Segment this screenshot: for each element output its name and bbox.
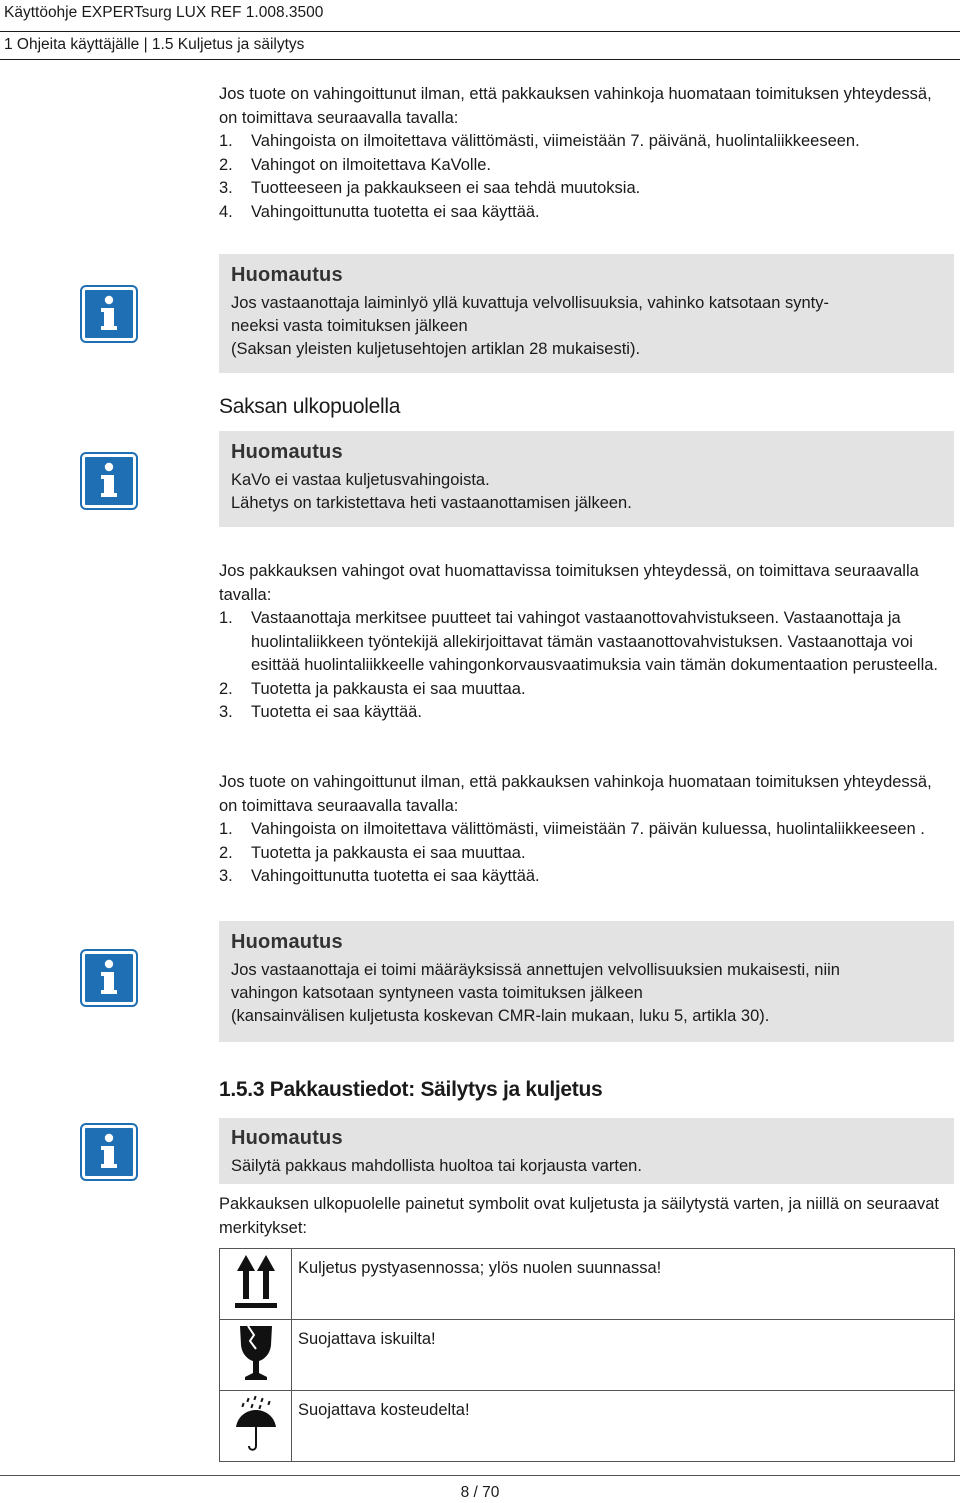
paragraph: Jos tuote on vahingoittunut ilman, että pakkauksen vahinkoja huomataan toimituksen yhteydessä, on toimittava seuraavalla tavalla: [219, 85, 932, 127]
symbol-description: Kuljetus pystyasennossa; ylös nuolen suunnassa! [292, 1249, 955, 1320]
note-box [219, 431, 954, 527]
note-title: Huomautus [231, 931, 343, 953]
list-item: 3. Vahingoittunutta tuotetta ei saa käyttää. [219, 867, 540, 885]
section-heading: 1.5.3 Pakkaustiedot: Säilytys ja kuljetus [219, 1078, 603, 1101]
breadcrumb: 1 Ohjeita käyttäjälle | 1.5 Kuljetus ja säilytys [4, 36, 305, 53]
note-body: Jos vastaanottaja laiminlyö yllä kuvattuja velvollisuuksia, vahinko katsotaan synty- neeksi vasta toimituksen jälkeen (Saksan yleisten kuljetusehtojen artiklan 28 mukaisesti). [231, 294, 829, 358]
symbols-table [219, 1248, 955, 1462]
list-item: 2. Tuotetta ja pakkausta ei saa muuttaa. [219, 679, 526, 698]
list-item: 2. Tuotetta ja pakkausta ei saa muuttaa. [219, 843, 526, 862]
info-icon [82, 287, 136, 341]
fragile-glass-icon [234, 1323, 278, 1383]
damage-procedure-2 [219, 560, 949, 725]
symbol-description: Suojattava kosteudelta! [292, 1391, 955, 1462]
note-body: Säilytä pakkaus mahdollista huoltoa tai korjausta varten. [231, 1157, 642, 1175]
list-item: 4. Vahingoittunutta tuotetta ei saa käyttää. [219, 202, 540, 221]
damage-procedure-3 [219, 771, 949, 889]
subheading: Saksan ulkopuolella [219, 395, 401, 418]
symbol-description: Suojattava iskuilta! [292, 1320, 955, 1391]
this-way-up-icon [233, 1253, 279, 1311]
footer-rule [0, 1475, 960, 1476]
note-box [219, 1118, 954, 1184]
info-icon [82, 951, 136, 1005]
note-body: KaVo ei vastaa kuljetusvahingoista. Lähetys on tarkistettava heti vastaanottamisen jälkeen. [231, 471, 632, 512]
symbols-intro: Pakkauksen ulkopuolelle painetut symbolit ovat kuljetusta ja säilytystä varten, ja niillä on seuraavat merkitykset: [219, 1195, 939, 1237]
info-icon [82, 454, 136, 508]
keep-dry-umbrella-icon [232, 1395, 280, 1453]
list-item: 3. Tuotteeseen ja pakkaukseen ei saa tehdä muutoksia. [219, 179, 641, 197]
table-row [220, 1320, 955, 1391]
header-rule-bottom [0, 59, 960, 60]
note-title: Huomautus [231, 441, 343, 463]
list-item: 1. Vahingoista on ilmoitettava välittömästi, viimeistään 7. päivänä, huolintaliikkeeseen. [219, 132, 860, 150]
symbol-cell [220, 1391, 292, 1462]
list-item: 3. Tuotetta ei saa käyttää. [219, 703, 422, 721]
note-body: Jos vastaanottaja ei toimi määräyksissä annettujen velvollisuuksien mukaisesti, niin vahingon katsotaan syntyneen vasta toimituksen jälkeen (kansainvälisen kuljetusta koskevan CMR-lain mukaan, luku 5, artikla 30). [231, 961, 840, 1025]
note-box [219, 921, 954, 1042]
header-rule-top [0, 31, 960, 32]
list-item: 1. Vahingoista on ilmoitettava välittömästi, viimeistään 7. päivän kuluessa, huolintaliikkeeseen . [219, 820, 925, 838]
table-row [220, 1391, 955, 1462]
note-box [219, 254, 954, 373]
symbol-cell [220, 1249, 292, 1320]
info-icon [82, 1125, 136, 1179]
symbol-cell [220, 1320, 292, 1391]
note-title: Huomautus [231, 264, 343, 286]
list-item: 1. Vastaanottaja merkitsee puutteet tai vahingot vastaanottovahvistukseen. Vastaanottaja ja huolintaliikkeen työntekijä allekirjoittavat tämän vastaanottovahvistuksen. Vastaanottaja voi esittää huolintaliikkeelle vahingonkorvausvaatimuksia vain tämän dokumentaation perusteella. [219, 609, 938, 674]
note-title: Huomautus [231, 1127, 343, 1149]
list-item: 2. Vahingot on ilmoitettava KaVolle. [219, 155, 492, 174]
paragraph: Jos pakkauksen vahingot ovat huomattavissa toimituksen yhteydessä, on toimittava seuraavalla tavalla: [219, 562, 919, 604]
damage-procedure-1 [219, 83, 949, 224]
document-title: Käyttöohje EXPERTsurg LUX REF 1.008.3500 [4, 4, 324, 21]
page-number: 8 / 70 [460, 1484, 500, 1501]
table-row [220, 1249, 955, 1320]
paragraph: Jos tuote on vahingoittunut ilman, että pakkauksen vahinkoja huomataan toimituksen yhteydessä, on toimittava seuraavalla tavalla: [219, 773, 932, 815]
